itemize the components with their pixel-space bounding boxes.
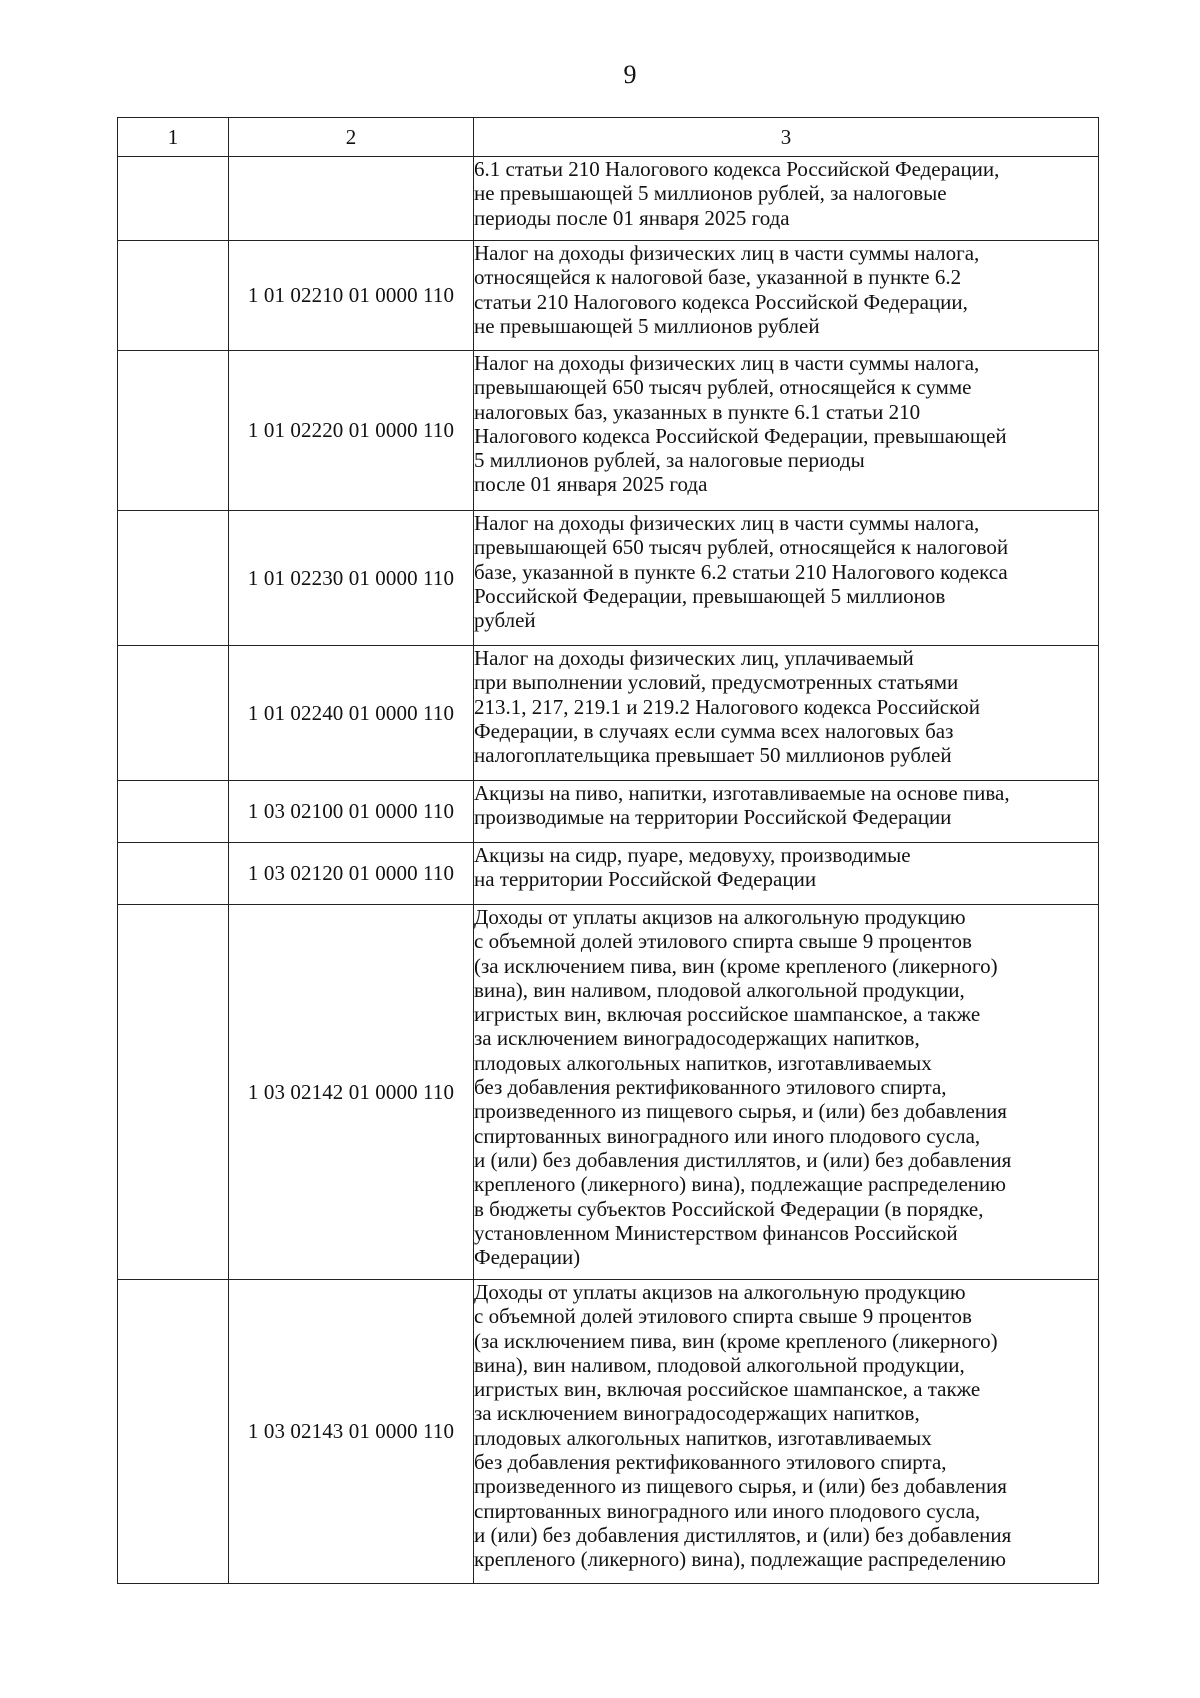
description-line: Федерации) <box>474 1245 581 1270</box>
table-header <box>118 118 1099 157</box>
description-line: за исключением виноградосодержащих напитков, <box>474 1026 920 1051</box>
description-line: налогоплательщика превышает 50 миллионов рублей <box>474 743 952 768</box>
table-row <box>118 843 1099 905</box>
description-line: игристых вин, включая российское шампанское, а также <box>474 1002 981 1027</box>
cell-description <box>474 351 1099 511</box>
table-row <box>118 781 1099 843</box>
table-body <box>118 157 1099 1584</box>
page-number: 9 <box>623 60 637 89</box>
cell-description <box>474 905 1099 1280</box>
description-line: без добавления ректификованного этилового спирта, <box>474 1075 947 1100</box>
description-line: вина), вин наливом, плодовой алкогольной продукции, <box>474 1352 965 1377</box>
cell-code: 1 01 02220 01 0000 110 <box>229 351 474 511</box>
description-line: Федерации, в случаях если сумма всех налоговых баз <box>474 718 954 743</box>
description-line: (за исключением пива, вин (кроме крепленого (ликерного) <box>474 1328 998 1353</box>
table-row <box>118 351 1099 511</box>
description-line: налоговых баз, указанных в пункте 6.1 статьи 210 <box>474 399 921 424</box>
description-line: 6.1 статьи 210 Налогового кодекса Российской Федерации, <box>474 157 1000 181</box>
description-line: произведенного из пищевого сырья, и (или) без добавления <box>474 1099 1007 1124</box>
description-line: крепленого (ликерного) вина), подлежащие распределению <box>474 1172 1006 1197</box>
cell-code: 1 03 02120 01 0000 110 <box>229 843 474 905</box>
cell-col-1 <box>118 843 229 905</box>
table-row <box>118 157 1099 241</box>
table-row <box>118 905 1099 1280</box>
description-line: вина), вин наливом, плодовой алкогольной продукции, <box>474 977 965 1002</box>
cell-code: 1 01 02210 01 0000 110 <box>229 241 474 351</box>
description-line: превышающей 650 тысяч рублей, относящейся к сумме <box>474 375 972 400</box>
cell-description <box>474 646 1099 781</box>
description-line: не превышающей 5 миллионов рублей, за налоговые <box>474 181 947 206</box>
header-col-1: 1 <box>118 118 229 157</box>
description-line: крепленого (ликерного) вина), подлежащие распределению <box>474 1547 1006 1572</box>
cell-description <box>474 781 1099 843</box>
cell-code <box>229 157 474 241</box>
description-line: периоды после 01 января 2025 года <box>474 205 790 230</box>
description-line: за исключением виноградосодержащих напитков, <box>474 1401 920 1426</box>
description-line: Акцизы на сидр, пуаре, медовуху, производимые <box>474 843 911 867</box>
cell-description <box>474 511 1099 646</box>
description-line: относящейся к налоговой базе, указанной в пункте 6.2 <box>474 265 962 290</box>
header-col-3: 3 <box>474 118 1099 157</box>
description-line: спиртованных виноградного или иного плодового сусла, <box>474 1498 981 1523</box>
description-line: рублей <box>474 608 536 633</box>
cell-code: 1 03 02143 01 0000 110 <box>229 1280 474 1584</box>
description-line: и (или) без добавления дистиллятов, и (или) без добавления <box>474 1147 1012 1172</box>
cell-col-1 <box>118 157 229 241</box>
description-line: производимые на территории Российской Федерации <box>474 805 952 830</box>
cell-code: 1 03 02142 01 0000 110 <box>229 905 474 1280</box>
cell-col-1 <box>118 905 229 1280</box>
cell-code: 1 03 02100 01 0000 110 <box>229 781 474 843</box>
cell-col-1 <box>118 646 229 781</box>
description-line: 5 миллионов рублей, за налоговые периоды <box>474 448 865 473</box>
description-line: Российской Федерации, превышающей 5 миллионов <box>474 583 946 608</box>
description-line: Акцизы на пиво, напитки, изготавливаемые на основе пива, <box>474 781 1010 805</box>
description-line: плодовых алкогольных напитков, изготавливаемых <box>474 1425 932 1450</box>
description-line: в бюджеты субъектов Российской Федерации (в порядке, <box>474 1196 984 1221</box>
description-line: Налог на доходы физических лиц в части суммы налога, <box>474 351 980 375</box>
description-line: после 01 января 2025 года <box>474 472 708 497</box>
cell-description <box>474 1280 1099 1584</box>
description-line: не превышающей 5 миллионов рублей <box>474 313 820 338</box>
table-row <box>118 1280 1099 1584</box>
cell-description <box>474 843 1099 905</box>
cell-code: 1 01 02230 01 0000 110 <box>229 511 474 646</box>
description-line: (за исключением пива, вин (кроме крепленого (ликерного) <box>474 953 998 978</box>
cell-col-1 <box>118 781 229 843</box>
description-line: Налог на доходы физических лиц, уплачиваемый <box>474 646 914 670</box>
description-line: Налог на доходы физических лиц в части суммы налога, <box>474 241 980 265</box>
description-line: установленном Министерством финансов Российской <box>474 1220 958 1245</box>
cell-description <box>474 157 1099 241</box>
cell-col-1 <box>118 511 229 646</box>
description-line: спиртованных виноградного или иного плодового сусла, <box>474 1123 981 1148</box>
description-line: на территории Российской Федерации <box>474 867 817 892</box>
description-line: игристых вин, включая российское шампанское, а также <box>474 1377 981 1402</box>
cell-col-1 <box>118 351 229 511</box>
table-row <box>118 241 1099 351</box>
description-line: Доходы от уплаты акцизов на алкогольную продукцию <box>474 1280 966 1304</box>
cell-col-1 <box>118 241 229 351</box>
description-line: статьи 210 Налогового кодекса Российской Федерации, <box>474 289 968 314</box>
table-header-row <box>118 118 1099 157</box>
table-row <box>118 646 1099 781</box>
description-line: Доходы от уплаты акцизов на алкогольную продукцию <box>474 905 966 929</box>
description-line: плодовых алкогольных напитков, изготавливаемых <box>474 1050 932 1075</box>
cell-col-1 <box>118 1280 229 1584</box>
cell-description <box>474 241 1099 351</box>
description-line: без добавления ректификованного этилового спирта, <box>474 1450 947 1475</box>
cell-code: 1 01 02240 01 0000 110 <box>229 646 474 781</box>
description-line: с объемной долей этилового спирта свыше 9 процентов <box>474 929 972 954</box>
description-line: с объемной долей этилового спирта свыше 9 процентов <box>474 1304 972 1329</box>
description-line: при выполнении условий, предусмотренных статьями <box>474 670 959 695</box>
description-line: и (или) без добавления дистиллятов, и (или) без добавления <box>474 1522 1012 1547</box>
description-line: Налог на доходы физических лиц в части суммы налога, <box>474 511 980 535</box>
budget-classification-table <box>117 117 1099 1584</box>
header-col-2: 2 <box>229 118 474 157</box>
description-line: превышающей 650 тысяч рублей, относящейся к налоговой <box>474 535 1009 560</box>
table-row <box>118 511 1099 646</box>
description-line: Налогового кодекса Российской Федерации, превышающей <box>474 423 1007 448</box>
description-line: 213.1, 217, 219.1 и 219.2 Налогового кодекса Российской <box>474 694 980 719</box>
description-line: произведенного из пищевого сырья, и (или) без добавления <box>474 1474 1007 1499</box>
description-line: базе, указанной в пункте 6.2 статьи 210 Налогового кодекса <box>474 559 1008 584</box>
